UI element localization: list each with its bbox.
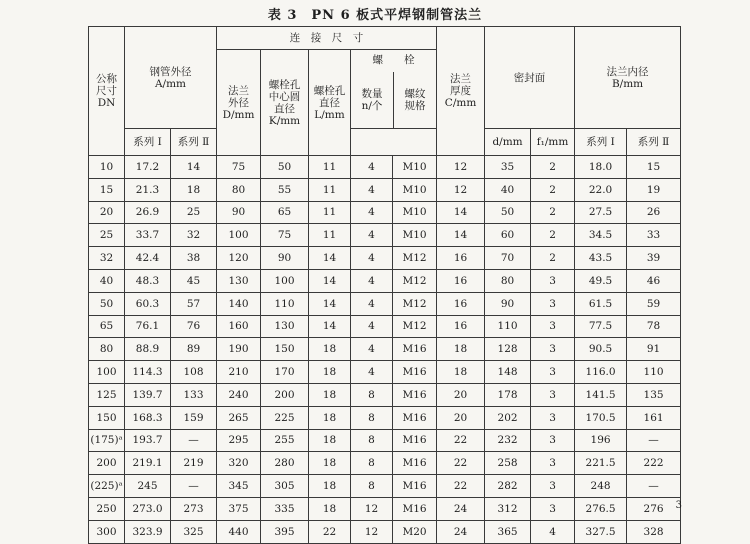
table-cell: 335	[261, 497, 309, 520]
table-cell: 4	[351, 338, 393, 361]
table-cell: —	[171, 429, 217, 452]
table-cell: M16	[393, 497, 437, 520]
table-cell: 4	[351, 315, 393, 338]
table-row	[89, 247, 681, 270]
table-cell: 32	[89, 247, 125, 270]
table-cell: 312	[485, 497, 531, 520]
table-cell: 90	[217, 201, 261, 224]
table-cell: 18	[309, 452, 351, 475]
table-cell: 222	[627, 452, 681, 475]
table-cell: 168.3	[125, 406, 171, 429]
table-row	[89, 497, 681, 520]
table-cell: 100	[217, 224, 261, 247]
table-cell: 65	[89, 315, 125, 338]
table-cell: M10	[393, 156, 437, 179]
table-cell: 325	[171, 520, 217, 543]
table-cell: 18	[171, 178, 217, 201]
table-cell: 2	[531, 178, 575, 201]
table-cell: 139.7	[125, 383, 171, 406]
table-cell: M16	[393, 452, 437, 475]
table-cell: M12	[393, 269, 437, 292]
table-cell: 219.1	[125, 452, 171, 475]
table-cell: 22.0	[575, 178, 627, 201]
table-cell: 25	[171, 201, 217, 224]
table-cell: 21.3	[125, 178, 171, 201]
header-nominal-size: 公称 尺寸 DN	[89, 27, 125, 156]
table-cell: 18	[437, 338, 485, 361]
table-cell: M16	[393, 429, 437, 452]
table-cell: 10	[89, 156, 125, 179]
table-cell: 18	[309, 361, 351, 384]
table-cell: 116.0	[575, 361, 627, 384]
table-row	[89, 406, 681, 429]
table-cell: 18.0	[575, 156, 627, 179]
table-cell: 2	[531, 224, 575, 247]
header-flange-od: 法兰 外径 D/mm	[217, 50, 261, 156]
header-bolt-qty: 数量 n/个	[361, 88, 383, 112]
table-cell: 39	[627, 247, 681, 270]
table-cell: 8	[351, 452, 393, 475]
table-cell: 3	[531, 292, 575, 315]
header-pipe-od: 钢管外径 A/mm	[125, 27, 217, 129]
header-pipe-series2: 系列 Ⅱ	[171, 129, 217, 156]
flange-table	[88, 26, 681, 544]
table-cell: 80	[217, 178, 261, 201]
table-cell: 4	[351, 178, 393, 201]
page-number: 3	[675, 500, 682, 511]
table-cell: 14	[309, 269, 351, 292]
table-cell: 77.5	[575, 315, 627, 338]
table-cell: 130	[217, 269, 261, 292]
table-cell: 89	[171, 338, 217, 361]
table-cell: 19	[627, 178, 681, 201]
table-cell: 375	[217, 497, 261, 520]
table-cell: 130	[261, 315, 309, 338]
table-cell: 170.5	[575, 406, 627, 429]
table-cell: —	[627, 475, 681, 498]
table-row	[89, 361, 681, 384]
table-cell: 3	[531, 338, 575, 361]
table-cell: 327.5	[575, 520, 627, 543]
header-bore-series2: 系列 Ⅱ	[627, 129, 681, 156]
table-cell: M12	[393, 247, 437, 270]
table-cell: 3	[531, 383, 575, 406]
table-row	[89, 156, 681, 179]
table-cell: 33	[627, 224, 681, 247]
table-cell: M16	[393, 338, 437, 361]
table-cell: 200	[261, 383, 309, 406]
table-cell: 255	[261, 429, 309, 452]
table-cell: 60.3	[125, 292, 171, 315]
table-cell: 133	[171, 383, 217, 406]
table-cell: 15	[89, 178, 125, 201]
header-bolt-circle: 螺栓孔 中心圆 直径 K/mm	[261, 50, 309, 156]
table-cell: 14	[309, 315, 351, 338]
table-cell: M10	[393, 201, 437, 224]
table-cell: 75	[261, 224, 309, 247]
table-cell: 265	[217, 406, 261, 429]
table-cell: 12	[351, 520, 393, 543]
table-cell: M16	[393, 383, 437, 406]
table-cell: 11	[309, 156, 351, 179]
table-cell: 32	[171, 224, 217, 247]
table-cell: 18	[309, 338, 351, 361]
table-cell: 365	[485, 520, 531, 543]
table-row	[89, 338, 681, 361]
table-cell: 245	[125, 475, 171, 498]
table-cell: 100	[89, 361, 125, 384]
table-cell: 3	[531, 269, 575, 292]
table-cell: 18	[309, 497, 351, 520]
table-cell: 49.5	[575, 269, 627, 292]
table-cell: 14	[171, 156, 217, 179]
table-cell: 3	[531, 497, 575, 520]
table-cell: 16	[437, 247, 485, 270]
table-cell: 18	[309, 406, 351, 429]
table-cell: 3	[531, 475, 575, 498]
header-seal-d: d/mm	[485, 129, 531, 156]
table-cell: 4	[351, 156, 393, 179]
table-cell: M16	[393, 406, 437, 429]
header-bore-series1: 系列 Ⅰ	[575, 129, 627, 156]
table-cell: 34.5	[575, 224, 627, 247]
table-cell: 280	[261, 452, 309, 475]
table-cell: 276.5	[575, 497, 627, 520]
table-cell: 91	[627, 338, 681, 361]
table-cell: 78	[627, 315, 681, 338]
table-cell: 50	[89, 292, 125, 315]
table-cell: 4	[531, 520, 575, 543]
table-cell: 24	[437, 497, 485, 520]
table-cell: 248	[575, 475, 627, 498]
table-cell: 24	[437, 520, 485, 543]
table-cell: 2	[531, 247, 575, 270]
table-cell: 395	[261, 520, 309, 543]
table-cell: 18	[309, 429, 351, 452]
table-cell: 178	[485, 383, 531, 406]
table-cell: 305	[261, 475, 309, 498]
table-cell: —	[627, 429, 681, 452]
table-cell: 35	[485, 156, 531, 179]
header-pipe-series1: 系列 Ⅰ	[125, 129, 171, 156]
table-row	[89, 452, 681, 475]
table-cell: 14	[437, 224, 485, 247]
table-cell: 232	[485, 429, 531, 452]
table-cell: 16	[437, 269, 485, 292]
table-cell: 140	[217, 292, 261, 315]
table-cell: 11	[309, 201, 351, 224]
table-cell: 210	[217, 361, 261, 384]
table-cell: 11	[309, 224, 351, 247]
table-cell: 40	[89, 269, 125, 292]
table-cell: 225	[261, 406, 309, 429]
table-cell: 114.3	[125, 361, 171, 384]
table-cell: 20	[437, 383, 485, 406]
table-cell: 14	[309, 292, 351, 315]
table-title: 表 3 PN 6 板式平焊钢制管法兰	[267, 8, 483, 23]
table-cell: M16	[393, 361, 437, 384]
table-cell: 59	[627, 292, 681, 315]
table-row	[89, 383, 681, 406]
table-cell: 75	[217, 156, 261, 179]
table-cell: 15	[627, 156, 681, 179]
table-cell: M12	[393, 315, 437, 338]
table-cell: 45	[171, 269, 217, 292]
table-cell: 70	[485, 247, 531, 270]
table-cell: 12	[437, 156, 485, 179]
table-cell: 3	[531, 361, 575, 384]
table-cell: 22	[309, 520, 351, 543]
header-bolt-spacer	[351, 129, 437, 156]
table-row	[89, 475, 681, 498]
table-cell: 193.7	[125, 429, 171, 452]
table-cell: 150	[261, 338, 309, 361]
table-row	[89, 178, 681, 201]
table-cell: 100	[261, 269, 309, 292]
table-cell: 148	[485, 361, 531, 384]
table-cell: 345	[217, 475, 261, 498]
table-cell: 20	[89, 201, 125, 224]
table-cell: 20	[437, 406, 485, 429]
table-cell: 221.5	[575, 452, 627, 475]
table-cell: 323.9	[125, 520, 171, 543]
table-cell: 14	[437, 201, 485, 224]
table-row	[89, 429, 681, 452]
table-body	[89, 156, 681, 544]
table-cell: 11	[309, 178, 351, 201]
table-cell: 273.0	[125, 497, 171, 520]
table-cell: 88.9	[125, 338, 171, 361]
table-cell: 12	[437, 178, 485, 201]
table-cell: 159	[171, 406, 217, 429]
table-cell: 42.4	[125, 247, 171, 270]
header-sealing: 密封面	[485, 27, 575, 129]
table-cell: 4	[351, 201, 393, 224]
table-cell: 250	[89, 497, 125, 520]
table-cell: 8	[351, 383, 393, 406]
table-cell: 4	[351, 247, 393, 270]
table-cell: 90	[261, 247, 309, 270]
table-cell: 57	[171, 292, 217, 315]
table-cell: 202	[485, 406, 531, 429]
table-cell: 125	[89, 383, 125, 406]
table-cell: 16	[437, 315, 485, 338]
table-cell: 12	[351, 497, 393, 520]
table-row	[89, 315, 681, 338]
table-cell: 43.5	[575, 247, 627, 270]
table-cell: 108	[171, 361, 217, 384]
table-cell: 80	[89, 338, 125, 361]
table-cell: 4	[351, 361, 393, 384]
table-cell: 440	[217, 520, 261, 543]
table-cell: 240	[217, 383, 261, 406]
header-thread: 螺纹 规格	[394, 72, 437, 128]
table-cell: 295	[217, 429, 261, 452]
table-cell: 18	[309, 475, 351, 498]
table-cell: 300	[89, 520, 125, 543]
table-cell: 3	[531, 315, 575, 338]
table-cell: 22	[437, 452, 485, 475]
table-cell: 4	[351, 224, 393, 247]
table-cell: 320	[217, 452, 261, 475]
table-cell: 38	[171, 247, 217, 270]
table-cell: 110	[261, 292, 309, 315]
table-cell: 18	[309, 383, 351, 406]
table-cell: 46	[627, 269, 681, 292]
table-cell: 3	[531, 406, 575, 429]
header-bore: 法兰内径 B/mm	[575, 27, 681, 129]
table-cell: 14	[309, 247, 351, 270]
table-cell: (225)ᵃ	[89, 475, 125, 498]
table-cell: 3	[531, 452, 575, 475]
header-bolt: 螺 栓 数量 n/个 螺纹 规格	[351, 50, 437, 129]
table-cell: 25	[89, 224, 125, 247]
table-cell: 120	[217, 247, 261, 270]
header-connection: 连 接 尺 寸	[217, 27, 437, 50]
table-cell: (175)ᵃ	[89, 429, 125, 452]
table-cell: 65	[261, 201, 309, 224]
table-cell: 26	[627, 201, 681, 224]
table-cell: 61.5	[575, 292, 627, 315]
table-cell: 196	[575, 429, 627, 452]
table-cell: 76.1	[125, 315, 171, 338]
table-cell: 3	[531, 429, 575, 452]
table-row	[89, 201, 681, 224]
header-bolt-hole: 螺栓孔 直径 L/mm	[309, 50, 351, 156]
table-cell: 219	[171, 452, 217, 475]
table-cell: 22	[437, 429, 485, 452]
table-cell: 18	[437, 361, 485, 384]
table-cell: M12	[393, 292, 437, 315]
table-cell: M20	[393, 520, 437, 543]
table-cell: 200	[89, 452, 125, 475]
header-thickness: 法兰 厚度 C/mm	[437, 27, 485, 156]
table-cell: —	[171, 475, 217, 498]
table-cell: 273	[171, 497, 217, 520]
table-cell: 8	[351, 406, 393, 429]
table-cell: 2	[531, 201, 575, 224]
table-cell: 170	[261, 361, 309, 384]
table-cell: 2	[531, 156, 575, 179]
table-cell: 22	[437, 475, 485, 498]
table-cell: 40	[485, 178, 531, 201]
table-cell: 8	[351, 429, 393, 452]
table-cell: M10	[393, 178, 437, 201]
table-cell: 110	[485, 315, 531, 338]
table-cell: 90	[485, 292, 531, 315]
table-cell: 150	[89, 406, 125, 429]
table-cell: 33.7	[125, 224, 171, 247]
table-cell: 76	[171, 315, 217, 338]
table-row	[89, 269, 681, 292]
table-cell: M10	[393, 224, 437, 247]
table-cell: 4	[351, 292, 393, 315]
table-row	[89, 292, 681, 315]
table-cell: 160	[217, 315, 261, 338]
table-cell: 128	[485, 338, 531, 361]
table-cell: 26.9	[125, 201, 171, 224]
table-cell: 90.5	[575, 338, 627, 361]
table-cell: 4	[351, 269, 393, 292]
table-cell: 190	[217, 338, 261, 361]
table-cell: 8	[351, 475, 393, 498]
table-cell: 282	[485, 475, 531, 498]
table-cell: 55	[261, 178, 309, 201]
header-seal-f1: f₁/mm	[531, 129, 575, 156]
table-cell: 161	[627, 406, 681, 429]
table-cell: 141.5	[575, 383, 627, 406]
table-cell: 276	[627, 497, 681, 520]
table-cell: 110	[627, 361, 681, 384]
table-cell: 80	[485, 269, 531, 292]
table-cell: 328	[627, 520, 681, 543]
table-row	[89, 224, 681, 247]
table-cell: 27.5	[575, 201, 627, 224]
table-cell: 48.3	[125, 269, 171, 292]
table-cell: 135	[627, 383, 681, 406]
table-cell: 16	[437, 292, 485, 315]
table-cell: 60	[485, 224, 531, 247]
table-cell: M16	[393, 475, 437, 498]
table-cell: 50	[261, 156, 309, 179]
table-cell: 17.2	[125, 156, 171, 179]
table-cell: 50	[485, 201, 531, 224]
table-row	[89, 520, 681, 543]
table-cell: 258	[485, 452, 531, 475]
